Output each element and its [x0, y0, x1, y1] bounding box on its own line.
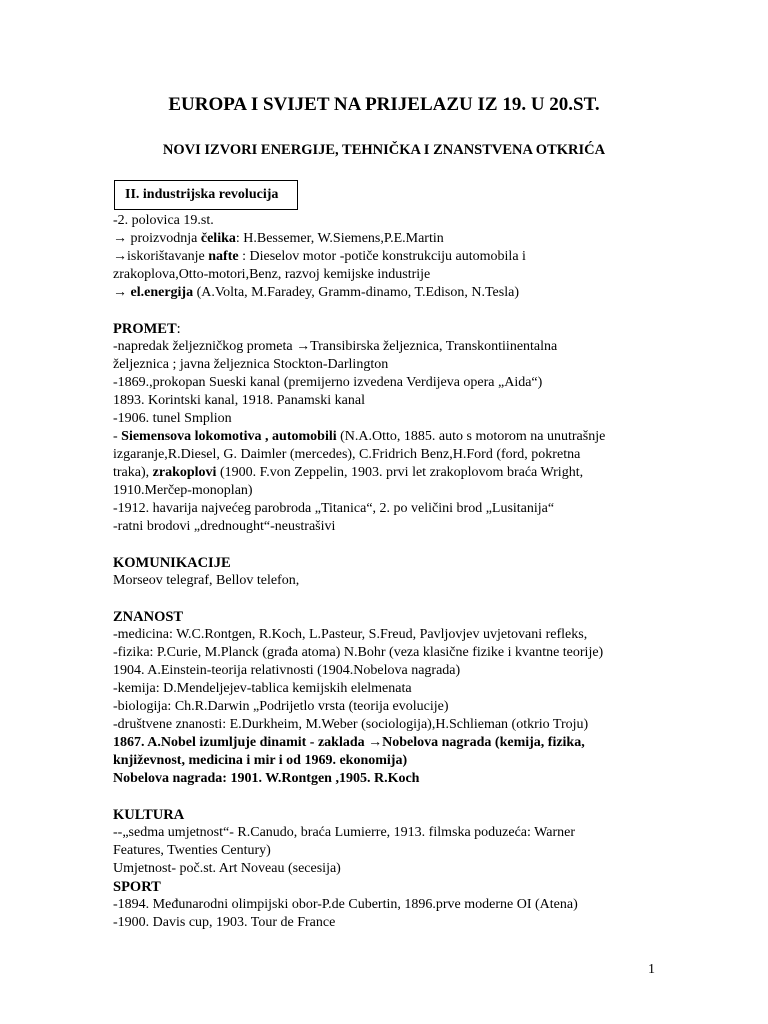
text-line: [113, 464, 633, 482]
text-line: [113, 230, 633, 248]
page-number: 1: [648, 962, 655, 977]
text-line: -1912. havarija najvećeg parobroda „Titanica“, 2. po veličini brod „Lusitanija“: [113, 501, 555, 516]
page-subtitle: NOVI IZVORI ENERGIJE, TEHNIČKA I ZNANSTVENA OTKRIĆA: [162, 142, 606, 158]
text-line: 1904. A.Einstein-teorija relativnosti (1904.Nobelova nagrada): [113, 663, 461, 678]
bold-term: zrakoplovi: [152, 465, 217, 480]
section-heading-znanost: ZNANOST: [113, 609, 184, 625]
text-line: Umjetnost- poč.st. Art Noveau (secesija): [113, 861, 341, 876]
bold-term: nafte: [208, 249, 239, 264]
text-span: traka),: [113, 465, 153, 480]
text-line: -1906. tunel Smplion: [113, 411, 232, 426]
text-span: (A.Volta, M.Faradey, Gramm-dinamo, T.Edison, N.Tesla): [193, 285, 519, 300]
text-line: --„sedma umjetnost“- R.Canudo, braća Lumierre, 1913. filmska poduzeća: Warner: [113, 825, 576, 840]
text-span: : Dieselov motor -potiče konstrukciju automobila i: [238, 249, 526, 264]
bold-term: el.energija: [130, 285, 194, 300]
section-heading-promet: PROMET:: [113, 321, 181, 337]
text-line: -ratni brodovi „drednought“-neustrašivi: [113, 519, 336, 534]
text-line: [113, 284, 633, 302]
text-line: Features, Twenties Century): [113, 843, 271, 858]
text-line: 1910.Merčep-monoplan): [113, 483, 253, 498]
text-line: -medicina: W.C.Rontgen, R.Koch, L.Pasteur, S.Freud, Pavljovjev uvjetovani refleks,: [113, 627, 588, 642]
text-line: -1900. Davis cup, 1903. Tour de France: [113, 915, 336, 930]
text-span: -: [113, 429, 122, 444]
text-line: -2. polovica 19.st.: [113, 213, 214, 228]
text-line: željeznica ; javna željeznica Stockton-Darlington: [113, 357, 389, 372]
text-line: [113, 248, 633, 266]
section-heading-komunikacije: KOMUNIKACIJE: [113, 555, 231, 571]
text-line: 1893. Korintski kanal, 1918. Panamski kanal: [113, 393, 365, 408]
text-line: Morseov telegraf, Bellov telefon,: [113, 573, 300, 588]
page-title: EUROPA I SVIJET NA PRIJELAZU IZ 19. U 20.ST.: [168, 94, 600, 115]
text-line-bold: književnost, medicina i mir i od 1969. ekonomija): [113, 753, 408, 768]
text-span: (1900. F.von Zeppelin, 1903. prvi let zrakoplovom braća Wright,: [216, 465, 584, 480]
text-line: -društvene znanosti: E.Durkheim, M.Weber (sociologija),H.Schlieman (otkrio Troju): [113, 717, 589, 732]
section-heading-kultura: KULTURA: [113, 807, 185, 823]
text-span: (N.A.Otto, 1885. auto s motorom na unutrašnje: [336, 429, 606, 444]
section-box: II. industrijska revolucija: [114, 180, 298, 210]
text-line: -biologija: Ch.R.Darwin „Podrijetlo vrsta (teorija evolucije): [113, 699, 449, 714]
text-line: izgaranje,R.Diesel, G. Daimler (mercedes), C.Fridrich Benz,H.Ford (ford, pokretna: [113, 447, 581, 462]
text-line: zrakoplova,Otto-motori,Benz, razvoj kemijske industrije: [113, 267, 431, 282]
text-line: -napredak željezničkog prometa →Transibirska željeznica, Transkontiinentalna: [113, 339, 558, 354]
section-heading-sport: SPORT: [113, 879, 161, 895]
text-span: →: [113, 285, 131, 300]
text-line: -1869.,prokopan Sueski kanal (premijerno izvedena Verdijeva opera „Aida“): [113, 375, 543, 390]
text-span: : H.Bessemer, W.Siemens,P.E.Martin: [235, 231, 444, 246]
bold-term: čelika: [200, 231, 236, 246]
text-span: →iskorištavanje: [113, 249, 209, 264]
text-line: -fizika: P.Curie, M.Planck (građa atoma) N.Bohr (veza klasične fizike i kvantne teorije): [113, 645, 604, 660]
text-line-bold: Nobelova nagrada: 1901. W.Rontgen ,1905. R.Koch: [113, 771, 420, 786]
document-body: [113, 212, 633, 932]
text-line: -1894. Međunarodni olimpijski obor-P.de Cubertin, 1896.prve moderne OI (Atena): [113, 897, 578, 912]
text-line: [113, 428, 633, 446]
text-line-bold: 1867. A.Nobel izumljuje dinamit - zaklada →Nobelova nagrada (kemija, fizika,: [113, 735, 585, 750]
bold-term: Siemensova lokomotiva , automobili: [121, 429, 337, 444]
text-span: → proizvodnja: [113, 231, 201, 246]
text-line: -kemija: D.Mendeljejev-tablica kemijskih elelmenata: [113, 681, 412, 696]
